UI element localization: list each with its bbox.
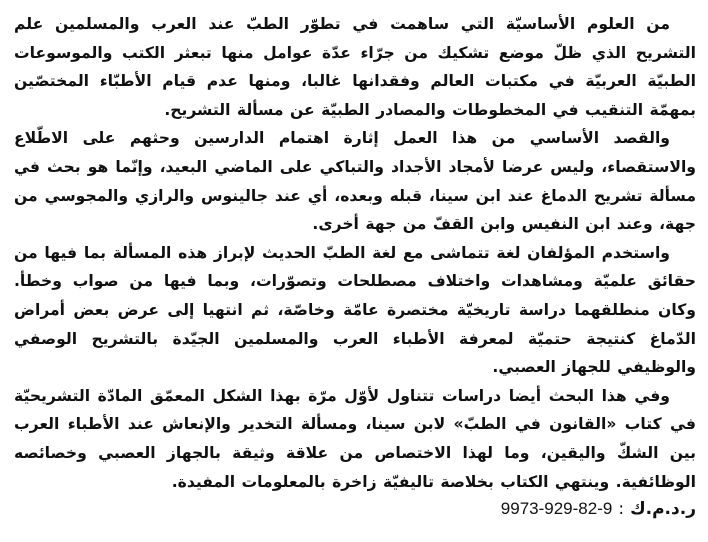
paragraph-2: والقصد الأساسي من هذا العمل إثارة اهتمام الدارسين وحثهم على الاطّلاع والاستقصاء، وليس عرضا لأمجاد الأجداد والتباكي على الماضي البعيد، وإنّما هو بحث في مسألة تشريح الدماغ عند ابن سينا، قبله وبعده، أي عند جالينوس والرازي والمجوسي من جهة، وعند ابن النفيس وابن القفّ من جهة أخرى. [14, 129, 696, 234]
isbn-number: 9973-929-82-9 [500, 499, 613, 518]
paragraph-4: وفي هذا البحث أيضا دراسات تتناول لأوّل مرّة بهذا الشكل المعمّق المادّة التشريحيّة في كتاب «القانون في الطبّ» لابن سينا، ومسألة التخدير والإنعاش عند الأطباء العرب بين الشكّ واليقين، وما لهذا الاختصاص من علاقة وثيقة بالجهاز العصبي وخصائصه الوظائفية. وينتهي الكتاب بخلاصة تاليفيّة زاخرة بالمعلومات المفيدة. [14, 386, 696, 491]
paragraph-3: واستخدم المؤلفان لغة تتماشى مع لغة الطبّ الحديث لإبراز هذه المسألة بما فيها من حقائق علميّة ومشاهدات واختلاف مصطلحات وتصوّرات، وبما فيها من صواب وخطأ. وكان منطلقهما دراسة تاريخيّة مختصرة عامّة وخاصّة، ثم انتهيا إلى عرض بعض أمراض الدّماغ كنتيجة حتميّة لمعرفة الأطباء العرب والمسلمين الجيّدة بالتشريح الوصفي والوظيفي للجهاز العصبي. [14, 243, 696, 377]
paragraph-1: من العلوم الأساسيّة التي ساهمت في تطوّر الطبّ عند العرب والمسلمين علم التشريح الذي ظلّ موضع تشكيك من جرّاء عدّة عوامل منها تبعثر الكتب والموسوعات الطبيّة العربيّة في مكتبات العالم وفقدانها غالبا، ومنها عدم قيام الأطبّاء المختصّين بمهمّة التنقيب في المخطوطات والمصادر الطبيّة عن مسألة التشريح. [14, 15, 696, 119]
isbn-separator: : [618, 499, 625, 519]
document-body [14, 10, 696, 496]
isbn-label: ر.د.م.ك [630, 499, 696, 519]
isbn-line [14, 496, 696, 522]
